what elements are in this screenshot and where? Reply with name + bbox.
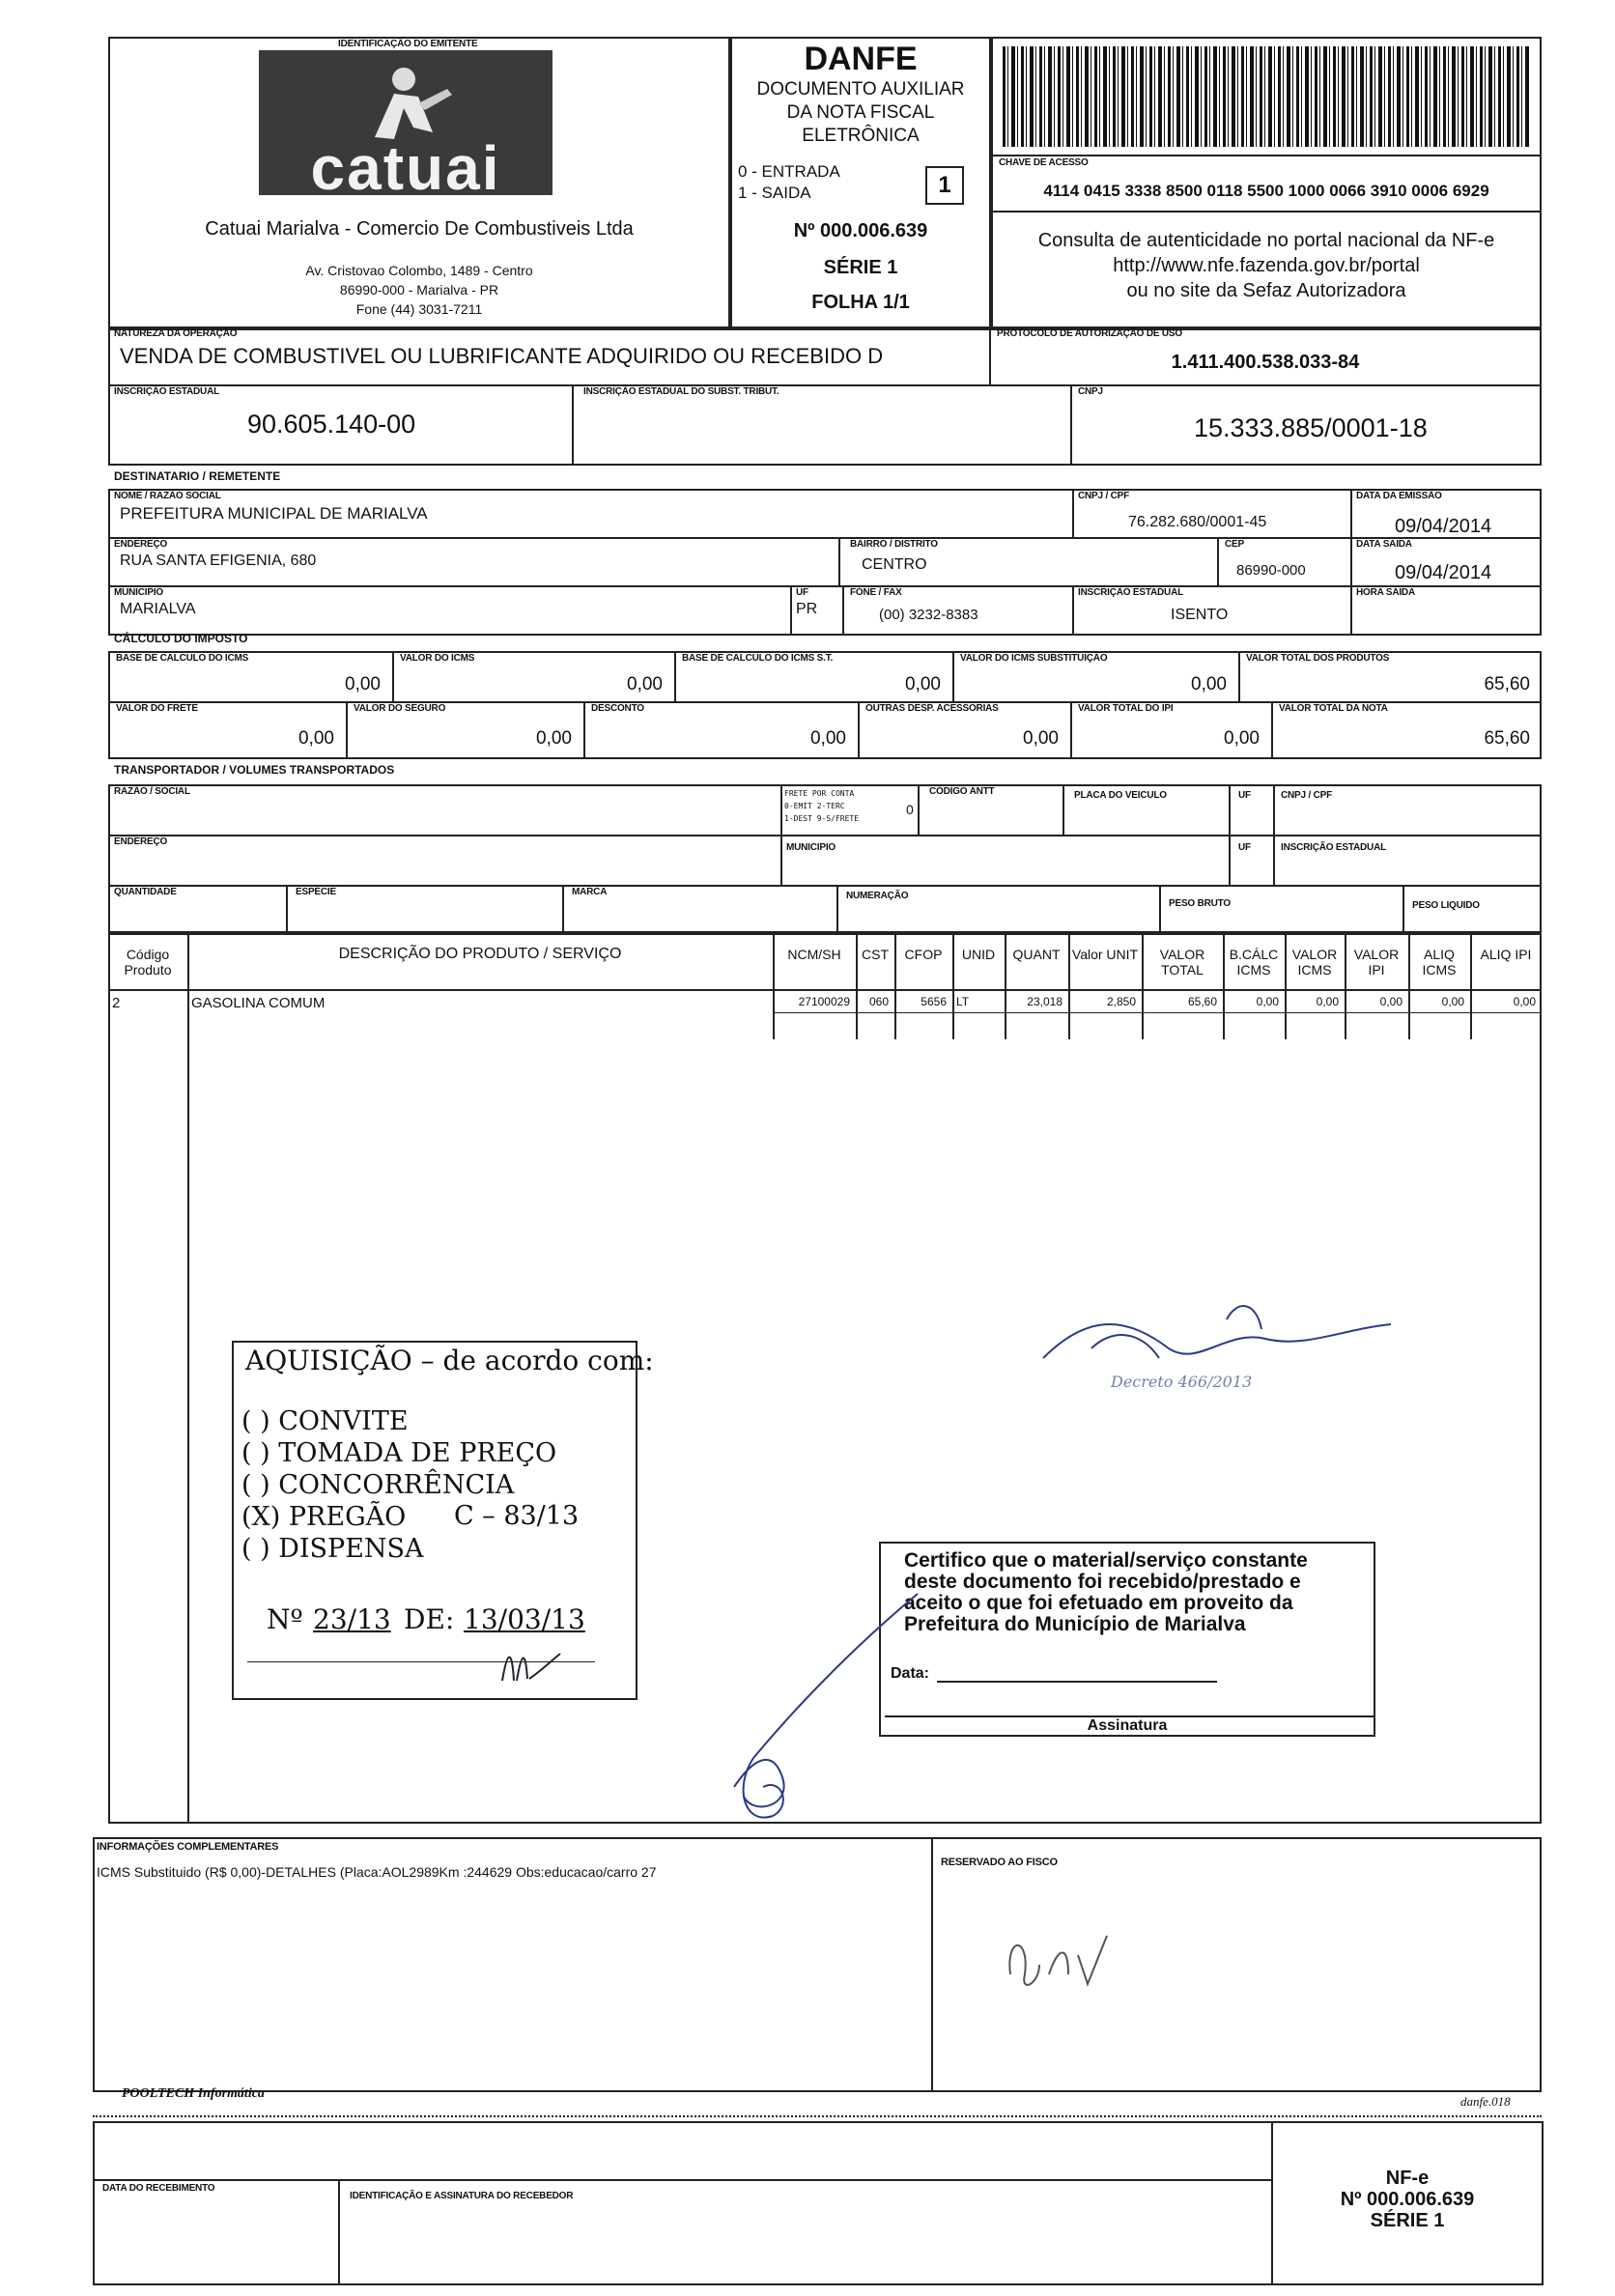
danfe-tipo: 1: [925, 166, 964, 205]
cut-line: [93, 2115, 1542, 2117]
canhoto-mid: [93, 2179, 1271, 2181]
dest-cnpj: 76.282.680/0001-45: [1128, 514, 1267, 530]
transp-marca-label: MARCA: [572, 887, 608, 897]
transp-antt-label: CÓDIGO ANTT: [929, 786, 995, 797]
dest-nome-label: NOME / RAZÃO SOCIAL: [114, 491, 221, 501]
canhoto-serie: SÉRIE 1: [1370, 2210, 1445, 2231]
dest-fone-label: FONE / FAX: [850, 587, 902, 598]
certifico-data-blank: [937, 1681, 1217, 1683]
produtos-row-line: [773, 1012, 1542, 1013]
transp-placa-label: PLACA DO VEICULO: [1074, 790, 1167, 801]
danfe-entrada: 0 - ENTRADA: [738, 162, 840, 181]
dest-bairro-div: [838, 537, 840, 585]
cnpj-label: CNPJ: [1078, 386, 1103, 397]
ie-divider: [572, 384, 574, 466]
imposto-r2-label: OUTRAS DESP. ACESSORIAS: [865, 703, 999, 714]
produtos-cell: 2: [112, 995, 121, 1011]
imposto-r1-label: VALOR DO ICMS: [400, 653, 475, 664]
dest-saida-label: DATA SAIDA: [1356, 539, 1412, 550]
imposto-r1-value: 0,00: [627, 674, 663, 694]
emitente-razao: Catuai Marialva - Comercio De Combustiveis Ltda: [205, 218, 634, 240]
stamp-aquisicao-item: ( ) CONCORRÊNCIA: [241, 1470, 515, 1500]
imposto-r2-label: DESCONTO: [591, 703, 644, 714]
svg-text:Decreto 466/2013: Decreto 466/2013: [1111, 1373, 1253, 1391]
cnpj-value: 15.333.885/0001-18: [1194, 413, 1428, 442]
emitente-label: IDENTIFICAÇÃO DO EMITENTE: [338, 39, 478, 49]
danfe-serie: SÉRIE 1: [823, 257, 898, 278]
imposto-r2-label: VALOR DO FRETE: [116, 703, 198, 714]
danfe-numero: Nº 000.006.639: [793, 220, 928, 241]
emitente-endereco: Av. Cristovao Colombo, 1489 - Centro: [305, 263, 533, 278]
produtos-cell: 0,00: [1513, 995, 1536, 1008]
dest-cnpj-div: [1072, 489, 1074, 537]
transp-div-especie: [562, 885, 564, 933]
transp-frete-l3: 1-DEST 9-S/FRETE: [784, 814, 860, 823]
transp-div-qtd: [286, 885, 288, 933]
imposto-r2-value: 0,00: [1224, 728, 1260, 749]
dest-hora-label: HORA SAIDA: [1356, 587, 1415, 598]
produtos-cell: 2,850: [1106, 995, 1136, 1008]
data-recebimento-label: DATA DO RECEBIMENTO: [102, 2183, 215, 2194]
imposto-r2-label: VALOR DO SEGURO: [354, 703, 446, 714]
transp-div-cnpj: [1273, 784, 1275, 885]
canhoto-nfe: NF-e: [1385, 2168, 1430, 2189]
emitente-cep: 86990-000 - Marialva - PR: [339, 282, 499, 298]
transp-uf-label: UF: [1238, 790, 1251, 801]
stamp-aquisicao-title: AQUISIÇÃO – de acordo com:: [245, 1345, 654, 1376]
dest-uf-label: UF: [796, 587, 808, 598]
produtos-col-divider: [187, 933, 189, 1824]
transp-frete-l1: FRETE POR CONTA: [784, 789, 855, 798]
transp-frete-val: 0: [906, 802, 914, 817]
produtos-header-line: [108, 989, 1542, 991]
produtos-cell: GASOLINA COMUM: [191, 995, 326, 1011]
dest-emissao-label: DATA DA EMISSÃO: [1356, 491, 1442, 501]
company-logo: [259, 50, 552, 203]
dest-cep-label: CEP: [1225, 539, 1244, 550]
stamp-aquisicao-item: ( ) TOMADA DE PREÇO: [241, 1438, 557, 1468]
dest-uf-div: [790, 585, 792, 636]
imposto-r1-label: VALOR TOTAL DOS PRODUTOS: [1246, 653, 1390, 664]
natureza-label: NATUREZA DA OPERAÇÃO: [114, 328, 238, 339]
dest-endereco: RUA SANTA EFIGENIA, 680: [120, 553, 317, 569]
danfe-sub2: DA NOTA FISCAL: [786, 102, 935, 123]
dest-municipio-label: MUNICIPIO: [114, 587, 163, 598]
emitente-fone: Fone (44) 3031-7211: [355, 301, 483, 317]
dest-bairro: CENTRO: [862, 556, 927, 573]
transp-div-frete: [780, 784, 782, 885]
logo-wordmark: catuai: [310, 133, 501, 203]
produtos-header-cell: CFOP: [904, 947, 943, 962]
produtos-cell: 0,00: [1316, 995, 1339, 1008]
produtos-cell: 0,00: [1441, 995, 1464, 1008]
produtos-header-cell: QUANT: [1012, 947, 1061, 962]
transp-numeracao-label: NUMERAÇÃO: [846, 891, 909, 901]
ie-st-label: INSCRIÇÃO ESTADUAL DO SUBST. TRIBUT.: [583, 386, 779, 397]
info-label: INFORMAÇÕES COMPLEMENTARES: [97, 1841, 279, 1853]
transp-especie-label: ESPÉCIE: [296, 887, 336, 897]
transp-qtd-label: QUANTIDADE: [114, 887, 177, 897]
dest-ie-label: INSCRIÇÃO ESTADUAL: [1078, 587, 1183, 598]
certifico-data-label: Data:: [891, 1665, 930, 1682]
produtos-header-cell: DESCRIÇÃO DO PRODUTO / SERVIÇO: [338, 946, 622, 962]
danfe-sub1: DOCUMENTO AUXILIAR: [756, 79, 965, 99]
certifico-line3: aceito o que foi efetuado em proveito da: [904, 1592, 1293, 1614]
danfe-code: danfe.018: [1460, 2094, 1511, 2109]
protocolo-value: 1.411.400.538.033-84: [1171, 352, 1360, 373]
handwritten-signature-top: [1034, 1290, 1401, 1406]
natureza-value: VENDA DE COMBUSTIVEL OU LUBRIFICANTE ADQUIRIDO OU RECEBIDO D: [120, 344, 884, 368]
transp-municipio-label: MUNICIPIO: [786, 842, 836, 853]
danfe-folha: FOLHA 1/1: [811, 292, 910, 313]
dest-ie: ISENTO: [1171, 607, 1229, 623]
imposto-title: CÁLCULO DO IMPOSTO: [114, 632, 248, 645]
imposto-r1-value: 0,00: [345, 674, 381, 694]
produtos-cell: 060: [868, 995, 889, 1008]
consulta-line2: http://www.nfe.fazenda.gov.br/portal: [1113, 255, 1420, 276]
stamp-numero-prefix: Nº: [267, 1603, 303, 1635]
dest-cnpj-label: CNPJ / CPF: [1078, 491, 1130, 501]
stamp-aquisicao-initials: [493, 1642, 570, 1690]
info-value: ICMS Substituido (R$ 0,00)-DETALHES (Placa:AOL2989Km :244629 Obs:educacao/carro 27: [97, 1864, 657, 1880]
produtos-header-cell: UNID: [961, 947, 996, 962]
dest-uf: PR: [796, 601, 818, 617]
pooltech-credit: POOLTECH Informática: [122, 2086, 265, 2101]
dest-row2-line: [108, 585, 1542, 587]
transp-div-bruto: [1402, 885, 1404, 933]
transp-div-num: [1159, 885, 1161, 933]
chave-value: 4114 0415 3338 8500 0118 5500 1000 0066 3910 0006 6929: [1043, 182, 1489, 200]
ie-label: INSCRIÇÃO ESTADUAL: [114, 386, 219, 397]
produtos-cell: 5656: [921, 995, 947, 1008]
handwritten-signature-left: [715, 1584, 930, 1835]
dest-bairro-label: BAIRRO / DISTRITO: [850, 539, 938, 550]
transp-uf2-label: UF: [1238, 842, 1251, 853]
dest-municipio: MARIALVA: [120, 601, 196, 617]
transp-div-placa: [1062, 784, 1064, 835]
produtos-header-cell: ALIQ IPI: [1480, 947, 1532, 962]
imposto-r2-value: 0,00: [298, 728, 334, 749]
transp-line1: [108, 835, 1542, 836]
dest-date-div: [1350, 489, 1352, 636]
dest-nome: PREFEITURA MUNICIPAL DE MARIALVA: [120, 504, 428, 523]
produtos-header-cell: B.CÁLC ICMS: [1229, 947, 1279, 978]
dest-fone-div: [842, 585, 844, 636]
imposto-r2-value: 0,00: [810, 728, 846, 749]
imposto-r1-label: BASE DE CALCULO DO ICMS: [116, 653, 249, 664]
imposto-r1-value: 65,60: [1484, 674, 1530, 694]
produtos-header-cell: NCM/SH: [787, 947, 841, 962]
transp-endereco-label: ENDEREÇO: [114, 836, 168, 847]
stamp-aquisicao-item: ( ) CONVITE: [241, 1406, 409, 1436]
imposto-r2-value: 0,00: [1023, 728, 1059, 749]
stamp-data: 13/03/13: [464, 1603, 585, 1635]
certifico-line2: deste documento foi recebido/prestado e: [904, 1571, 1301, 1593]
stamp-pregao-code: C – 83/13: [454, 1501, 580, 1531]
stamp-aquisicao-item: (X) PREGÃO: [241, 1502, 407, 1532]
produtos-cell: LT: [956, 995, 970, 1008]
danfe-title: DANFE: [804, 41, 918, 77]
imposto-r2-label: VALOR TOTAL DO IPI: [1078, 703, 1174, 714]
produtos-cell: 0,00: [1379, 995, 1402, 1008]
produtos-cell: 65,60: [1187, 995, 1217, 1008]
produtos-header-cell: VALOR TOTAL: [1159, 947, 1205, 978]
imposto-r2-value: 0,00: [536, 728, 572, 749]
produtos-header-cell: CST: [862, 947, 889, 962]
consulta-line3: ou no site da Sefaz Autorizadora: [1126, 280, 1406, 301]
chave-label: CHAVE DE ACESSO: [999, 157, 1089, 168]
imposto-r1-label: VALOR DO ICMS SUBSTITUIÇÃO: [960, 653, 1108, 664]
certifico-line4: Prefeitura do Município de Marialva: [904, 1613, 1246, 1635]
ie-value: 90.605.140-00: [247, 410, 416, 439]
canhoto-numero: Nº 000.006.639: [1340, 2189, 1475, 2210]
dest-ie-div: [1072, 585, 1074, 636]
dest-cep: 86990-000: [1236, 562, 1306, 579]
imposto-r1-value: 0,00: [905, 674, 941, 694]
fisco-label: RESERVADO AO FISCO: [941, 1857, 1058, 1868]
produtos-header-cell: VALOR IPI: [1353, 947, 1400, 978]
dest-saida: 09/04/2014: [1395, 562, 1492, 583]
dest-fone: (00) 3232-8383: [879, 607, 978, 623]
produtos-cell: 27100029: [798, 995, 850, 1008]
imposto-r1-value: 0,00: [1191, 674, 1227, 694]
produtos-header-cell: ALIQ ICMS: [1422, 947, 1457, 978]
produtos-header-cell: Valor UNIT: [1071, 947, 1139, 962]
stamp-numero: 23/13: [313, 1603, 391, 1635]
transportador-title: TRANSPORTADOR / VOLUMES TRANSPORTADOS: [114, 763, 395, 777]
imposto-r1-label: BASE DE CALCULO DO ICMS S.T.: [682, 653, 834, 664]
produtos-header-cell: VALOR ICMS: [1291, 947, 1338, 978]
transp-razao-label: RAZÃO / SOCIAL: [114, 786, 190, 797]
chave-divider: [991, 155, 1542, 156]
transp-frete-l2: 0-EMIT 2-TERC: [784, 802, 845, 810]
consulta-divider: [991, 211, 1542, 213]
handwritten-annotation: [1001, 1916, 1136, 2003]
destinatario-title: DESTINATARIO / REMETENTE: [114, 469, 281, 483]
iest-divider: [1070, 384, 1072, 466]
protocolo-label: PROTOCOLO DE AUTORIZAÇÃO DE USO: [997, 328, 1182, 339]
transp-div-marca: [836, 885, 838, 933]
stamp-aquisicao-item: ( ) DISPENSA: [241, 1534, 424, 1564]
produtos-cell: 0,00: [1256, 995, 1279, 1008]
transp-cnpj-label: CNPJ / CPF: [1281, 790, 1333, 801]
canhoto-div1: [338, 2179, 340, 2285]
produtos-header-cell: Código Produto: [124, 947, 172, 978]
transp-div-uf: [1229, 784, 1231, 885]
dest-endereco-label: ENDEREÇO: [114, 539, 168, 550]
danfe-sub3: ELETRÔNICA: [802, 126, 920, 146]
imposto-r2-value: 65,60: [1484, 728, 1530, 749]
produtos-cell: 23,018: [1027, 995, 1062, 1008]
imposto-r2-label: VALOR TOTAL DA NOTA: [1279, 703, 1388, 714]
barcode: [1003, 46, 1530, 147]
transp-div-antt: [918, 784, 920, 835]
transp-bruto-label: PESO BRUTO: [1169, 898, 1231, 909]
stamp-de-prefix: DE:: [404, 1603, 455, 1635]
identificacao-label: IDENTIFICAÇÃO E ASSINATURA DO RECEBEDOR: [350, 2191, 574, 2201]
transp-liquido-label: PESO LIQUIDO: [1412, 900, 1480, 911]
certifico-line1: Certifico que o material/serviço constante: [904, 1549, 1308, 1572]
transp-ie-label: INSCRIÇÃO ESTADUAL: [1281, 842, 1386, 853]
dest-cep-div: [1217, 537, 1219, 585]
certifico-assinatura: Assinatura: [1087, 1717, 1168, 1734]
danfe-saida: 1 - SAIDA: [738, 184, 811, 202]
consulta-line1: Consulta de autenticidade no portal nacional da NF-e: [1037, 230, 1495, 251]
dest-emissao: 09/04/2014: [1395, 516, 1492, 537]
